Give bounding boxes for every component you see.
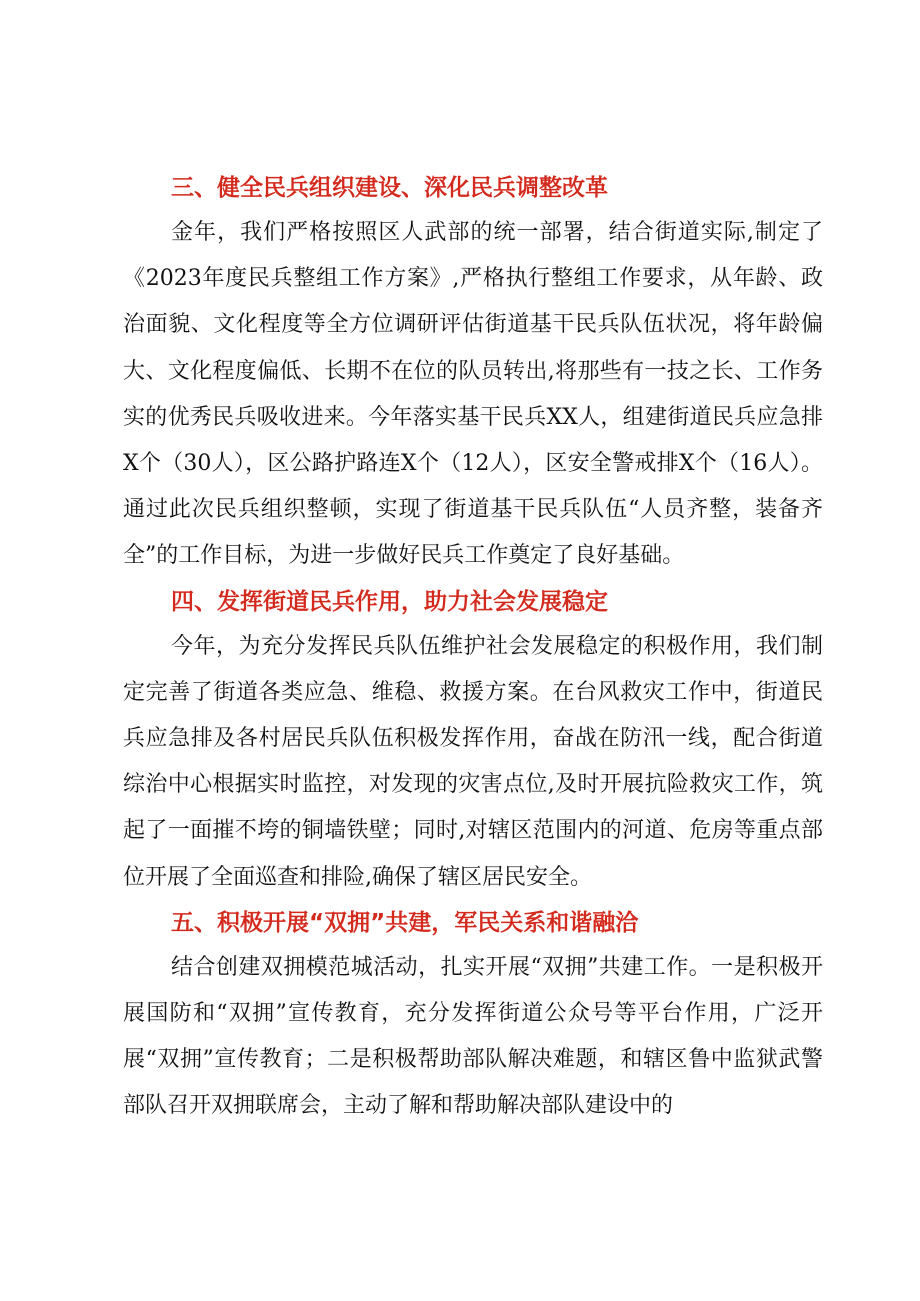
section-paragraph: 今年，为充分发挥民兵队伍维护社会发展稳定的积极作用，我们制定完善了街道各类应急、维稳、救援方案。在台风救灾工作中，街道民兵应急排及各村居民兵队伍积极发挥作用，奋战在防汛一线，配合街道综治中心根据实时监控，对发现的灾害点位,及时开展抗险救灾工作，筑起了一面摧不垮的铜墙铁壁；同时,对辖区范围内的河道、危房等重点部位开展了全面巡查和排险,确保了辖区居民安全。: [123, 633, 823, 890]
section-heading: 四、发挥街道民兵作用，助力社会发展稳定: [171, 588, 608, 615]
document-body: [123, 166, 823, 1130]
section-5: [123, 901, 823, 1130]
section-paragraph: 金年，我们严格按照区人武部的统一部署，结合街道实际,制定了《2023年度民兵整组工作方案》,严格执行整组工作要求，从年龄、政治面貌、文化程度等全方位调研评估街道基干民兵队伍状况，将年龄偏大、文化程度偏低、长期不在位的队员转出,将那些有一技之长、工作务实的优秀民兵吸收进来。今年落实基干民兵XX人，组建街道民兵应急排X个（30人），区公路护路连X个（12人），区安全警戒排X个（16人）。通过此次民兵组织整顿，实现了街道基干民兵队伍“人员齐整，装备齐全”的工作目标，为进一步做好民兵工作奠定了良好基础。: [123, 220, 823, 569]
section-paragraph: 结合创建双拥模范城活动，扎实开展“双拥”共建工作。一是积极开展国防和“双拥”宣传教育，充分发挥街道公众号等平台作用，广泛开展“双拥”宣传教育；二是积极帮助部队解决难题，和辖区鲁中监狱武警部队召开双拥联席会，主动了解和帮助解决部队建设中的: [123, 954, 823, 1119]
section-4: [123, 580, 823, 901]
section-heading: 五、积极开展“双拥”共建，军民关系和谐融洽: [171, 909, 639, 936]
section-3: [123, 166, 823, 580]
section-heading: 三、健全民兵组织建设、深化民兵调整改革: [171, 175, 608, 201]
